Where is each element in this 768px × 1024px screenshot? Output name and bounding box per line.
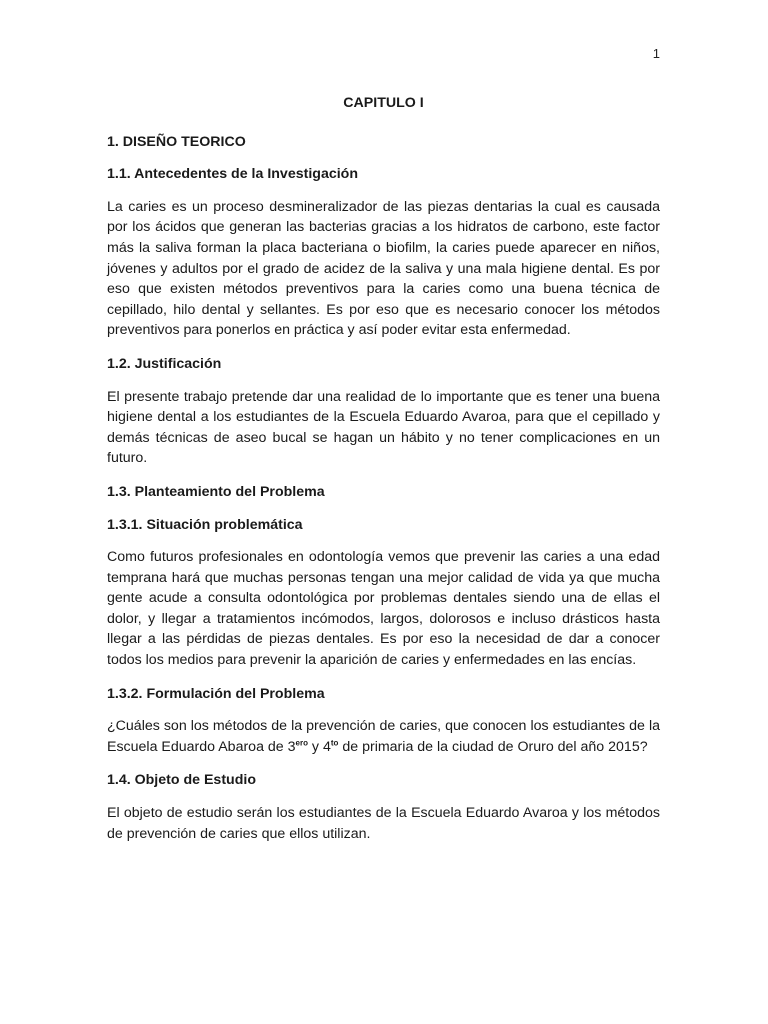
heading-1-4: 1.4. Objeto de Estudio (107, 772, 256, 789)
paragraph-antecedentes: La caries es un proceso desmineralizador de las piezas dentarias la cual es causada por los ácidos que generan las bacterias gracias a los hidratos de carbono, este factor más la saliva forman la placa bacteriana o biofilm, la caries puede aparecer en niños, jóvenes y adultos por el grado de acidez de la saliva y una mala higiene dental. Es por eso que existen métodos preventivos para la caries como una buena técnica de cepillado, hilo dental y sellantes. Es por eso que es necesario conocer los métodos preventivos para ponerlos en práctica y así poder evitar esta enfermedad. (107, 198, 660, 339)
heading-1-1: 1.1. Antecedentes de la Investigación (107, 166, 358, 183)
ordinal-suffix-3: ero (295, 738, 308, 748)
paragraph-objeto: El objeto de estudio serán los estudiantes de la Escuela Eduardo Avaroa y los métodos de prevención de caries que ellos utilizan. (107, 805, 660, 842)
document-body (107, 93, 660, 856)
heading-1-2: 1.2. Justificación (107, 355, 222, 372)
page-number: 1 (652, 46, 660, 61)
heading-1-3-2: 1.3.2. Formulación del Problema (107, 685, 325, 702)
formulacion-text-a: ¿Cuáles son los métodos de la prevención de caries, que conocen los estudiantes de la Escuela Eduardo Abaroa de 3 (107, 718, 660, 755)
heading-1-3-1: 1.3.1. Situación problemática (107, 516, 303, 533)
paragraph-formulacion (107, 716, 660, 757)
formulacion-text-c: de primaria de la ciudad de Oruro del año 2015? (338, 738, 648, 755)
heading-1: 1. DISEÑO TEORICO (107, 133, 246, 150)
heading-1-3: 1.3. Planteamiento del Problema (107, 483, 325, 500)
paragraph-justificacion: El presente trabajo pretende dar una realidad de lo importante que es tener una buena higiene dental a los estudiantes de la Escuela Eduardo Avaroa, para que el cepillado y demás técnicas de aseo bucal se hagan un hábito y no tener complicaciones en un futuro. (107, 388, 660, 467)
chapter-title: CAPITULO I (343, 95, 424, 111)
formulacion-text-b: y 4 (307, 738, 331, 755)
paragraph-situacion: Como futuros profesionales en odontología vemos que prevenir las caries a una edad temprana hará que muchas personas tengan una mejor calidad de vida ya que mucha gente acude a consulta odontológica por problemas dentales siendo una de ellas el dolor, y llegar a tratamientos incómodos, largos, dolorosos e incluso drásticos hasta llegar a las pérdidas de piezas dentales. Es por eso la necesidad de dar a conocer todos los medios para prevenir la aparición de caries y enfermedades en las encías. (107, 549, 660, 669)
ordinal-suffix-4: to (330, 738, 339, 748)
